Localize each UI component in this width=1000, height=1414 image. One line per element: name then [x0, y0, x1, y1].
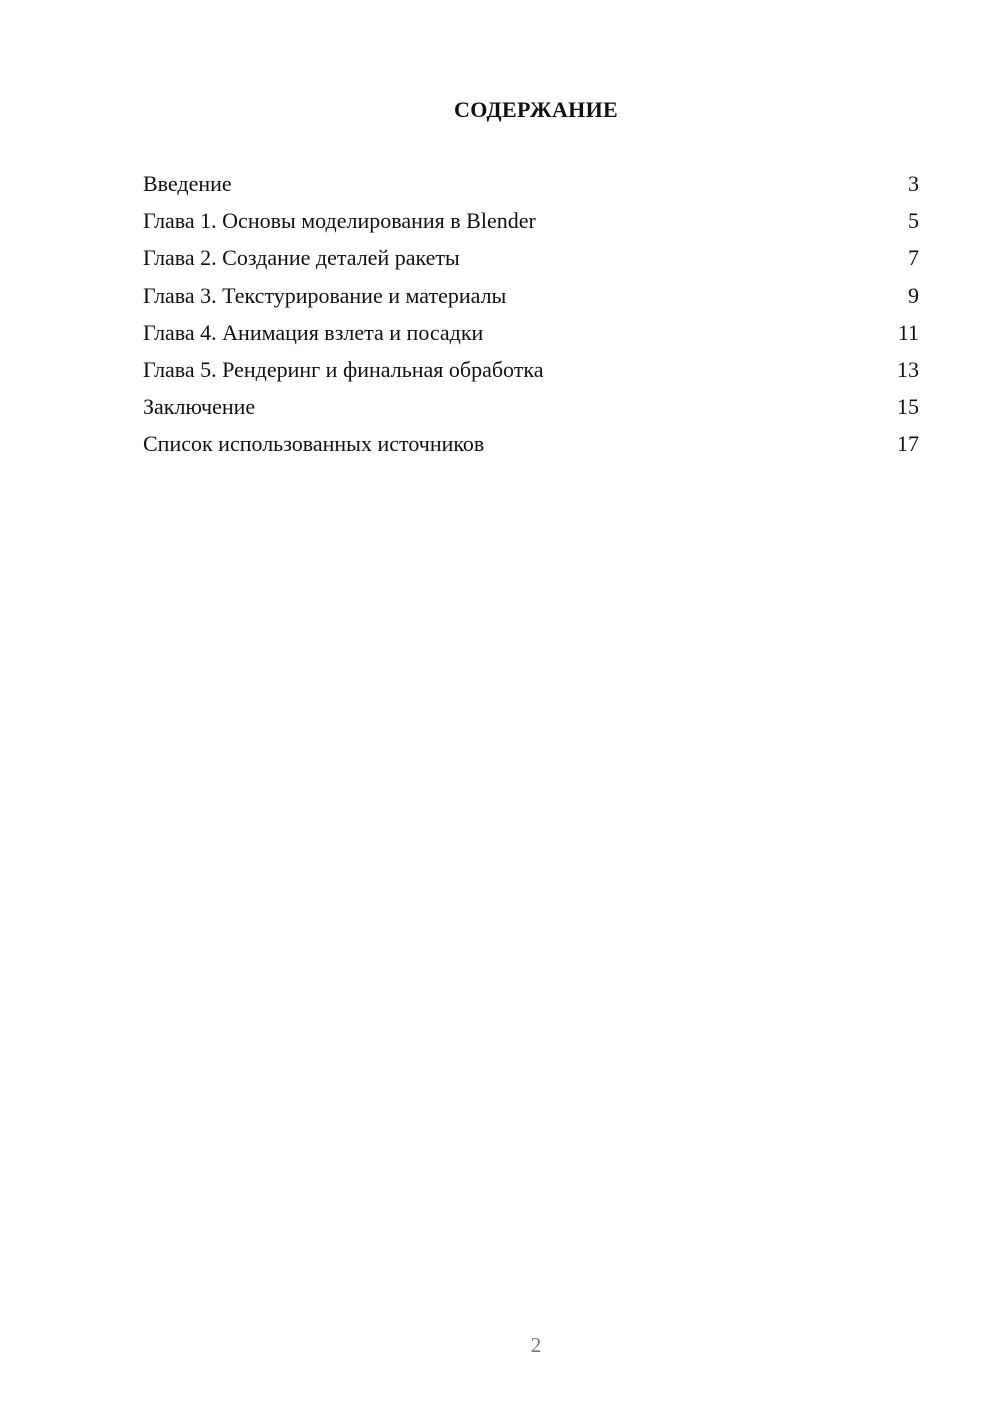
- toc-entry-chapter-5: [143, 354, 919, 391]
- toc-entry-title: Глава 5. Рендеринг и финальная обработка: [143, 356, 544, 382]
- toc-entry-chapter-1: [143, 205, 919, 242]
- toc-heading: СОДЕРЖАНИЕ: [454, 97, 618, 122]
- toc-entry-introduction: [143, 168, 919, 205]
- toc-entry-chapter-4: [143, 317, 919, 354]
- toc-entry-page: 3: [908, 171, 919, 196]
- toc-entry-page: 17: [897, 431, 919, 457]
- toc-entry-title: Заключение: [143, 394, 256, 420]
- toc-entry-title: Глава 4. Анимация взлета и посадки: [143, 319, 484, 345]
- toc-entry-references: [143, 428, 919, 465]
- toc-entry-conclusion: [143, 391, 919, 428]
- toc-entry-page: 5: [908, 208, 919, 234]
- toc-entry-chapter-2: [143, 242, 919, 279]
- toc-entry-title: Введение: [143, 171, 232, 196]
- toc-entry-title: Глава 1. Основы моделирования в Blender: [143, 208, 536, 234]
- toc-entry-title: Список использованных источников: [143, 431, 485, 457]
- toc-entry-page: 13: [897, 356, 919, 382]
- toc-entry-title: Глава 3. Текстурирование и материалы: [143, 282, 507, 308]
- toc-entry-page: 9: [908, 282, 919, 308]
- toc-entry-page: 7: [908, 245, 919, 271]
- toc-entry-page: 11: [897, 319, 919, 345]
- table-of-contents: [143, 168, 919, 466]
- page-number: 2: [530, 1333, 542, 1357]
- toc-entry-chapter-3: [143, 280, 919, 317]
- toc-entry-title: Глава 2. Создание деталей ракеты: [143, 245, 460, 271]
- toc-entry-page: 15: [897, 394, 919, 420]
